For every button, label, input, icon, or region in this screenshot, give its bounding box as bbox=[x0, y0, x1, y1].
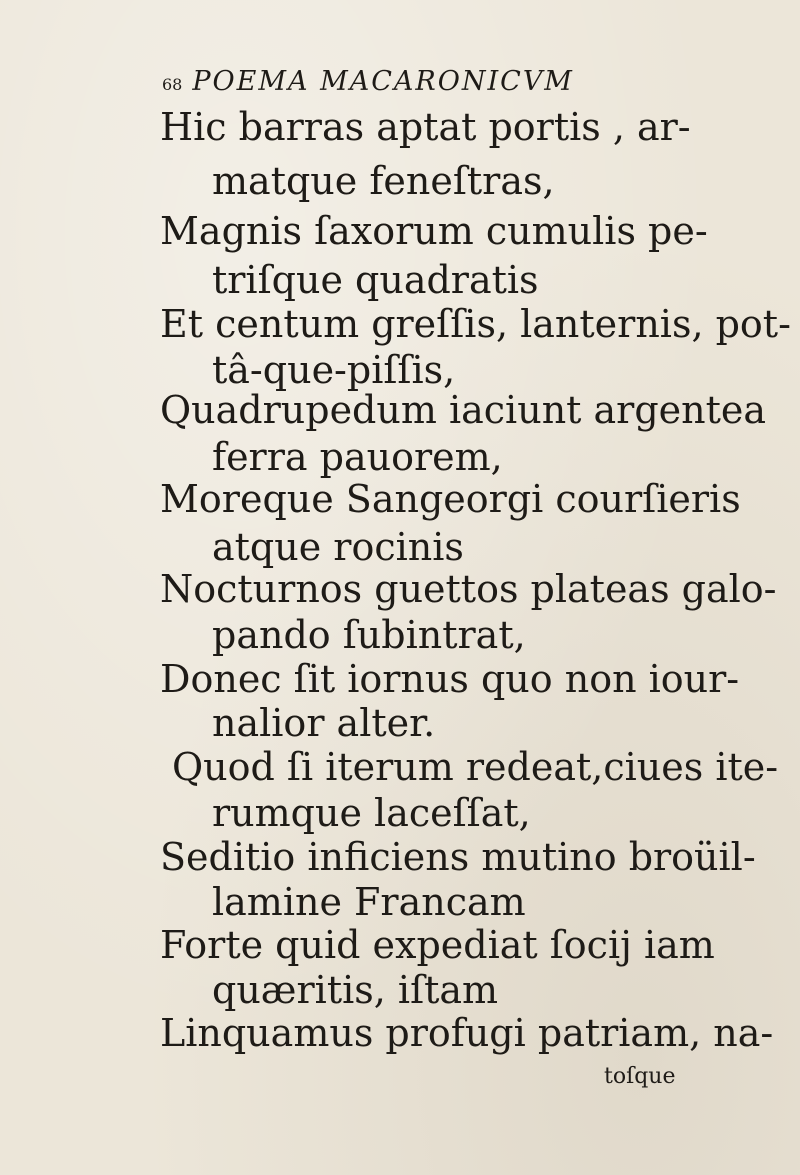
verse-line: triſque quadratis bbox=[212, 258, 539, 302]
verse-line: Linquamus profugi patriam, na- bbox=[160, 1011, 774, 1055]
verse-line: lamine Francam bbox=[212, 880, 526, 924]
verse-line: Forte quid expediat ſocij iam bbox=[160, 923, 715, 967]
verse-line: quæritis, iſtam bbox=[212, 968, 499, 1012]
verse-line: Donec ſit iornus quo non iour- bbox=[160, 657, 740, 701]
running-title: POEMA MACARONICVM bbox=[192, 66, 574, 97]
verse-line: Magnis ſaxorum cumulis pe- bbox=[160, 209, 708, 253]
verse-line: Hic barras aptat portis , ar- bbox=[160, 105, 691, 149]
verse-line: matque feneſtras, bbox=[212, 159, 555, 203]
verse-line: tâ-que-piſſis, bbox=[212, 348, 456, 392]
page-header bbox=[162, 66, 574, 97]
verse-line: Quadrupedum iaciunt argentea bbox=[160, 388, 767, 432]
verse-line: atque rocinis bbox=[212, 525, 464, 569]
verse-line: rumque laceſſat, bbox=[212, 791, 531, 835]
verse-line: Quod ſi iterum redeat,ciues ite- bbox=[172, 745, 779, 789]
verse-line: Seditio inficiens mutino broüil- bbox=[160, 835, 756, 879]
verse-line: nalior alter. bbox=[212, 701, 436, 745]
verse-line: Et centum greſſis, lanternis, pot- bbox=[160, 302, 791, 346]
verse-line: Moreque Sangeorgi courſieris bbox=[160, 477, 741, 521]
verse-line: pando ſubintrat, bbox=[212, 613, 526, 657]
catchword: toſque bbox=[604, 1064, 676, 1089]
verse-line: ferra pauorem, bbox=[212, 435, 503, 479]
verse-line: Nocturnos guettos plateas galo- bbox=[160, 567, 777, 611]
page-number: 68 bbox=[162, 75, 183, 94]
